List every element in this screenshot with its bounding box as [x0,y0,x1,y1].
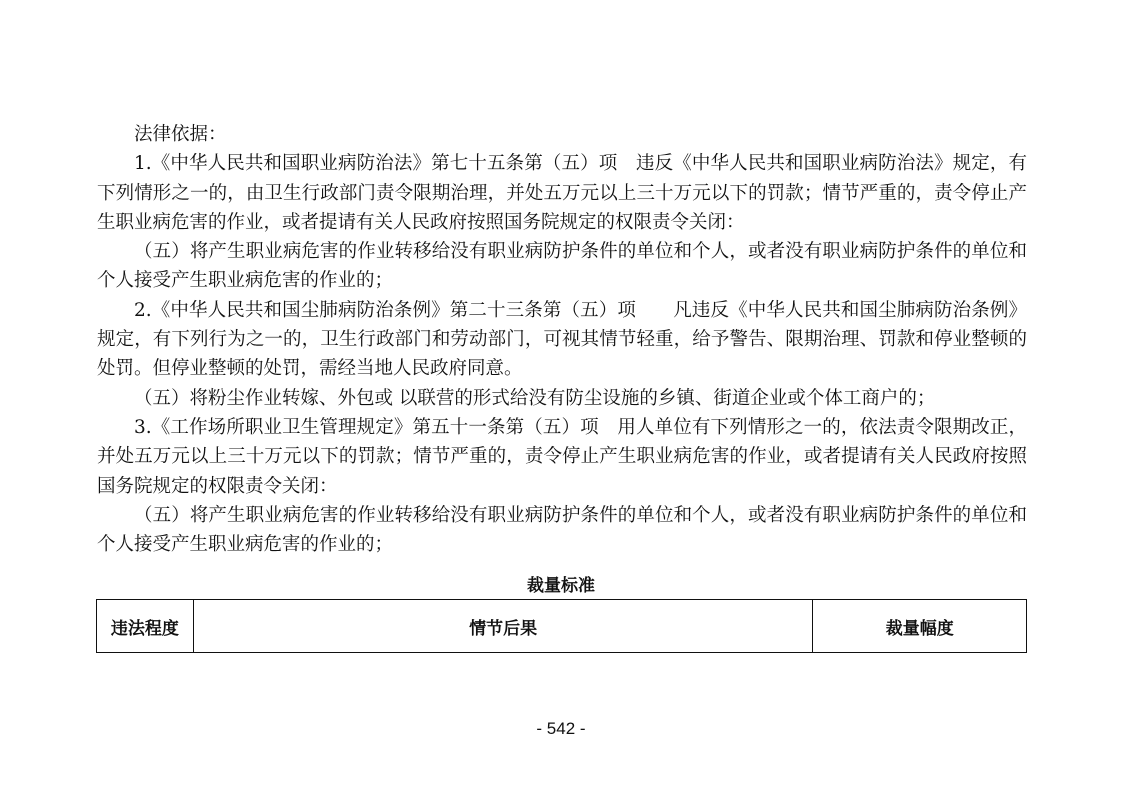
legal-basis-text [97,120,1027,559]
legal-article-1: 1.《中华人民共和国职业病防治法》第七十五条第（五）项 违反《中华人民共和国职业病防治法》规定，有下列情形之一的，由卫生行政部门责令限期治理，并处五万元以上三十万元以下的罚款；情节严重的，责令停止产生职业病危害的作业，或者提请有关人民政府按照国务院规定的权限责令关闭： [97,153,1027,233]
discretion-standard-table [96,599,1027,653]
legal-article-1-item-5: （五）将产生职业病危害的作业转移给没有职业病防护条件的单位和个人，或者没有职业病防护条件的单位和个人接受产生职业病危害的作业的； [97,241,1027,292]
legal-article-3: 3.《工作场所职业卫生管理规定》第五十一条第（五）项 用人单位有下列情形之一的，依法责令限期改正，并处五万元以上三十万元以下的罚款；情节严重的，责令停止产生职业病危害的作业，或者提请有关人民政府按照国务院规定的权限责令关闭： [97,416,1027,497]
section-title: 裁量标准 [527,576,595,596]
legal-basis-heading: 法律依据： [134,124,227,145]
legal-article-3-item-5: （五）将产生职业病危害的作业转移给没有职业病防护条件的单位和个人，或者没有职业病防护条件的单位和个人接受产生职业病危害的作业的； [97,504,1027,556]
legal-article-2-item-5: （五）将粉尘作业转嫁、外包或 以联营的形式给没有防尘设施的乡镇、街道企业或个体工商户的； [134,387,936,409]
table-header-violation-degree: 违法程度 [97,600,194,653]
table-header-penalty-range: 裁量幅度 [813,600,1027,653]
legal-article-2: 2.《中华人民共和国尘肺病防治条例》第二十三条第（五）项 凡违反《中华人民共和国尘肺病防治条例》规定，有下列行为之一的，卫生行政部门和劳动部门，可视其情节轻重，给予警告、限期治理、罚款和停业整顿的处罚。但停业整顿的处罚，需经当地人民政府同意。 [97,299,1027,380]
table-header-circumstances: 情节后果 [193,600,813,653]
table-header-row [97,600,1027,653]
page-number: - 542 - [536,719,586,738]
